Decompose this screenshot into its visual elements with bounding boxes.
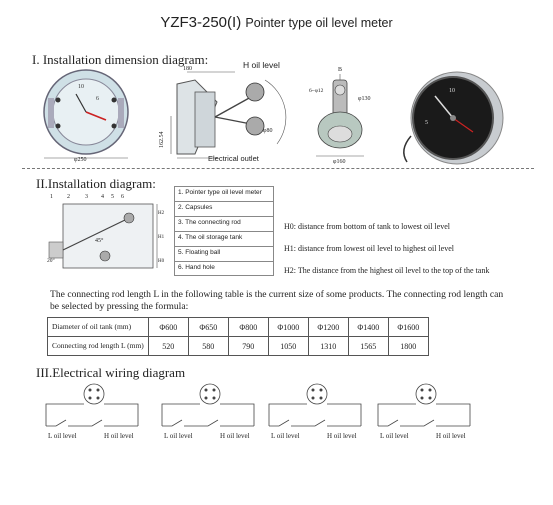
h-oil-level-label: H oil level (327, 432, 357, 440)
svg-text:6: 6 (96, 96, 99, 102)
dim-180: 180 (183, 66, 192, 72)
section-1-title: I. Installation dimension diagram: (32, 52, 209, 67)
page-title (0, 14, 553, 31)
h1-label: H1 (158, 235, 165, 240)
h2-label: H2 (158, 211, 165, 216)
l-oil-level-label: L oil level (164, 432, 193, 440)
table-row (48, 318, 429, 337)
l-oil-level-label: L oil level (271, 432, 300, 440)
table-cell: Φ1400 (348, 318, 388, 337)
product-photo (395, 66, 505, 166)
part-number-6: 6 (121, 194, 124, 200)
electrical-outlet-label: Electrical outlet (208, 154, 259, 163)
table-cell: 580 (188, 337, 228, 356)
note-h2: H2: The distance from the highest oil level to the top of the tank (284, 266, 490, 275)
table-cell: 1050 (268, 337, 308, 356)
table-cell: 1565 (348, 337, 388, 356)
h-oil-level-label: H oil level (243, 60, 280, 70)
section-divider-1 (22, 168, 534, 169)
part-item-6: 6. Hand hole (174, 261, 274, 276)
table-header-diameter: Diameter of oil tank (mm) (48, 318, 149, 337)
connecting-rod (215, 97, 251, 117)
rod-length-table (47, 317, 429, 356)
h-oil-level-label: H oil level (104, 432, 134, 440)
meter-mount (49, 242, 63, 258)
table-cell: Φ1600 (388, 318, 428, 337)
dim-162-54: 162.54 (159, 131, 165, 148)
table-cell: Φ1200 (308, 318, 348, 337)
l-oil-level-label: L oil level (48, 432, 77, 440)
svg-text:10: 10 (449, 88, 455, 94)
mount-view-diagram (306, 64, 386, 164)
float-ball-high (246, 83, 264, 101)
section-2-title: II.Installation diagram: (36, 176, 156, 191)
table-header-rod-length: Connecting rod length L (mm) (48, 337, 149, 356)
l-oil-level-label: L oil level (380, 432, 409, 440)
table-cell: Φ650 (188, 318, 228, 337)
table-cell: Φ800 (228, 318, 268, 337)
dim-b: B (338, 67, 343, 73)
section-3-title: III.Electrical wiring diagram (36, 365, 186, 380)
wiring-diagram-3 (265, 380, 365, 445)
dim-phi-12: 6~φ12 (309, 88, 324, 94)
note-h0: H0: distance from bottom of tank to lowest oil level (284, 222, 450, 231)
h0-label: H0 (158, 259, 165, 264)
h-oil-level-label: H oil level (220, 432, 250, 440)
part-item-1: 1. Pointer type oil level meter (174, 186, 274, 201)
part-number-5: 5 (111, 194, 114, 200)
float-ball-low (246, 117, 264, 135)
table-cell: 1310 (308, 337, 348, 356)
wiring-diagram-1 (42, 380, 142, 445)
installation-diagram (45, 190, 167, 276)
svg-text:10: 10 (78, 84, 84, 90)
page-subtitle: Pointer type oil level meter (245, 16, 393, 30)
table-cell: 1800 (388, 337, 428, 356)
front-view-diagram (36, 68, 136, 163)
part-item-3: 3. The connecting rod (174, 216, 274, 231)
table-row (48, 337, 429, 356)
part-item-5: 5. Floating ball (174, 246, 274, 261)
model-code-suffix: (I) (227, 14, 242, 31)
part-number-3: 3 (85, 194, 88, 200)
part-number-2: 2 (67, 194, 70, 200)
wiring-diagram-4 (374, 380, 474, 445)
part-number-4: 4 (101, 194, 104, 200)
angle-45: 45° (95, 238, 104, 244)
dim-phi-160: φ160 (333, 159, 346, 164)
table-cell: Φ1000 (268, 318, 308, 337)
svg-text:5: 5 (425, 120, 428, 126)
angle-20: 20° (47, 258, 55, 264)
dim-phi-250: φ250 (74, 157, 87, 163)
note-h1: H1: distance from lowest oil level to highest oil level (284, 244, 454, 253)
table-cell: 520 (148, 337, 188, 356)
parts-list (174, 186, 274, 276)
table-cell: 790 (228, 337, 268, 356)
model-code: YZF3-250 (160, 14, 228, 31)
part-item-4: 4. The oil storage tank (174, 231, 274, 246)
rod-length-intro: The connecting rod length L in the following table is the current size of some products. The connecting rod length can be selected by pressing the formula: (50, 289, 504, 312)
h-oil-level-label: H oil level (436, 432, 466, 440)
part-number-1: 1 (50, 194, 53, 200)
wiring-diagram-2 (158, 380, 258, 445)
dim-phi-80: φ80 (263, 128, 273, 134)
dim-phi-130: φ130 (358, 96, 371, 102)
part-item-2: 2. Capsules (174, 201, 274, 216)
table-cell: Φ600 (148, 318, 188, 337)
